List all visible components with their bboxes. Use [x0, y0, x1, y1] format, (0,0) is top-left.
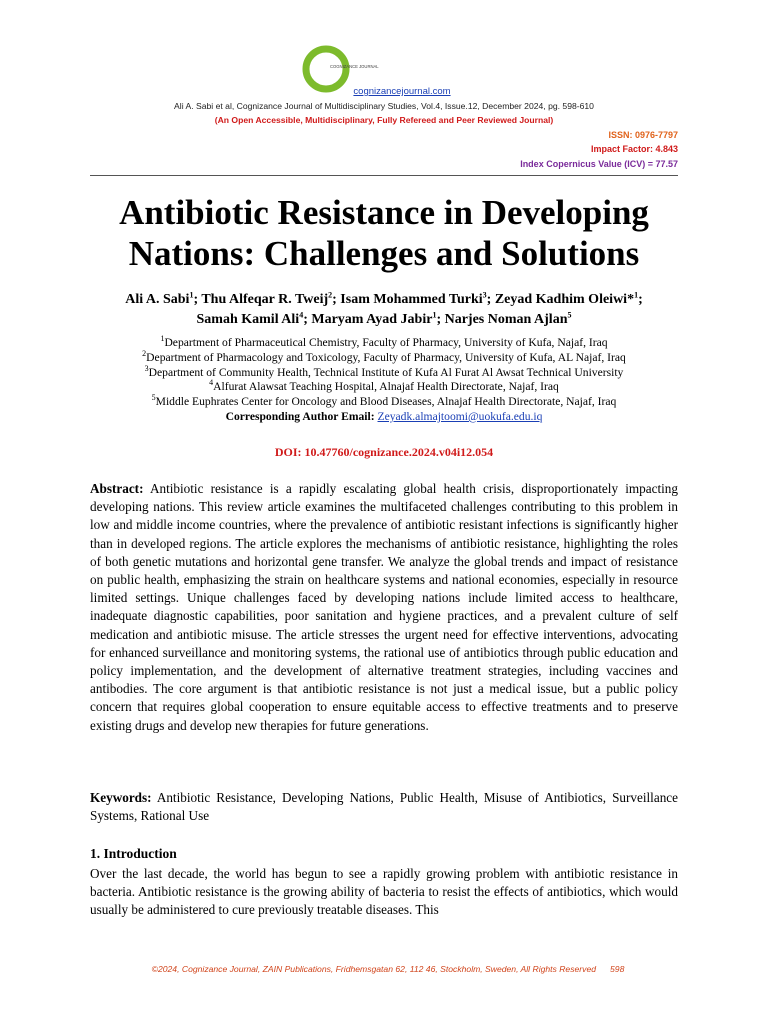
issn-label: ISSN: 0976-7797	[608, 130, 678, 140]
author-affil-sup: 4	[299, 310, 304, 320]
page-footer	[0, 964, 768, 974]
title-line-1: Antibiotic Resistance in Developing	[119, 193, 649, 232]
header-divider	[90, 175, 678, 176]
affil-text: Alfurat Alawsat Teaching Hospital, Alnajaf Health Directorate, Najaf, Iraq	[213, 380, 559, 394]
author-list	[80, 290, 688, 330]
author-name: ; Maryam Ayad Jabir	[303, 312, 433, 327]
page-number: 598	[610, 964, 625, 974]
impact-factor-label: Impact Factor: 4.843	[590, 144, 678, 154]
author-name: Ali A. Sabi	[125, 292, 190, 307]
author-affil-sup: 2	[328, 290, 333, 300]
author-affil-sup: 1	[634, 290, 639, 300]
abstract-paragraph	[90, 480, 678, 735]
affil-sup: 2	[142, 348, 147, 358]
affiliation-3	[80, 363, 688, 381]
affil-text: Department of Pharmaceutical Chemistry, Faculty of Pharmacy, University of Kufa, Najaf, Iraq	[164, 336, 608, 349]
open-access-note: (An Open Accessible, Multidisciplinary, Fully Refereed and Peer Reviewed Journal)	[214, 115, 554, 125]
author-affil-sup: 1	[189, 290, 194, 300]
title-line-2: Nations: Challenges and Solutions	[128, 234, 640, 273]
affil-text: Middle Euphrates Center for Oncology and Blood Diseases, Alnajaf Health Directorate, Najaf, Iraq	[155, 395, 617, 409]
affiliation-5	[80, 395, 688, 410]
introduction-paragraph: Over the last decade, the world has begun to see a rapidly growing problem with antibiotic resistance in bacteria. Antibiotic resistance is the growing ability of bacteria to resist the effects of antibiotics, which would usually be administered to cure previously treatable diseases. This	[90, 866, 678, 918]
doi-label: DOI: 10.47760/cognizance.2024.v04i12.054	[274, 445, 494, 459]
keywords-text: Antibiotic Resistance, Developing Nations, Public Health, Misuse of Antibiotics, Surveillance Systems, Rational Use	[90, 790, 678, 824]
keywords-label: Keywords:	[90, 790, 152, 805]
author-name: ; Zeyad Kadhim Oleiwi*	[486, 292, 635, 307]
author-affil-sup: 5	[567, 310, 572, 320]
author-name: ; Narjes Noman Ajlan	[436, 312, 568, 327]
logo-text: COGNIZANCE JOURNAL	[330, 64, 379, 69]
affiliation-4	[80, 380, 688, 395]
author-name: ; Isam Mohammed Turki	[332, 292, 483, 307]
paper-title	[80, 192, 688, 274]
affiliation-2	[80, 348, 688, 366]
affil-text: Department of Community Health, Technical Institute of Kufa Al Furat Al Awsat Technical University	[148, 365, 624, 379]
author-line-2	[80, 310, 688, 330]
author-name: Samah Kamil Ali	[196, 312, 300, 327]
affil-sup: 5	[151, 393, 156, 403]
affil-sup: 1	[160, 334, 165, 344]
corresponding-author	[80, 410, 688, 425]
author-affil-sup: 3	[482, 290, 487, 300]
author-line-1	[80, 290, 688, 310]
corresponding-label: Corresponding Author Email:	[225, 409, 375, 423]
journal-header	[0, 0, 768, 172]
keywords-paragraph	[90, 789, 678, 825]
section-heading-introduction: 1. Introduction	[90, 846, 177, 861]
affil-sup: 3	[144, 363, 149, 373]
footer-copyright: ©2024, Cognizance Journal, ZAIN Publications, Fridhemsgatan 62, 112 46, Stockholm, Sweden, All Rights Reserved	[151, 964, 597, 974]
abstract-label: Abstract:	[90, 481, 144, 496]
corresponding-email-link[interactable]: Zeyadk.almajtoomi@uokufa.edu.iq	[377, 409, 543, 423]
journal-site-link[interactable]: cognizancejournal.com	[353, 86, 451, 97]
affiliations	[80, 336, 688, 425]
author-affil-sup: 1	[432, 310, 437, 320]
affiliation-1	[80, 336, 688, 351]
author-separator: ;	[638, 292, 643, 307]
author-name: ; Thu Alfeqar R. Tweij	[193, 292, 329, 307]
abstract-text: Antibiotic resistance is a rapidly escalating global health crisis, disproportionately impacting developing nations. This review article examines the multifaceted challenges contributing to this problem in low and middle income countries, where the prevalence of antibiotic resistant infections is significantly higher than in developed regions. The article explores the mechanisms of antibiotic resistance, highlighting the roles of both genetic mutations and horizontal gene transfer. We analyze the global trends and impact of resistance on public health, emphasizing the strain on healthcare systems and national economies, especially in resource limited settings. Unique challenges faced by developing nations include limited access to healthcare, inadequate diagnostic capabilities, poor sanitation and hygiene practices, and a prevalent culture of self medication and antibiotic misuse. The article stresses the urgent need for effective interventions, advocating for enhanced surveillance and monitoring systems, the rational use of antibiotics through public education and policy implementation, and the development of alternative treatment strategies, including vaccines and antibodies. The core argument is that antibiotic resistance is not just a medical issue, but a public policy concern that requires global cooperation to ensure equitable access to effective treatments and to preserve existing drugs and develop new therapies for future generations.	[90, 481, 678, 733]
icv-label: Index Copernicus Value (ICV) = 77.57	[520, 159, 678, 169]
affil-text: Department of Pharmacology and Toxicology, Faculty of Pharmacy, University of Kufa, AL Najaf, Iraq	[146, 350, 626, 364]
affil-sup: 4	[209, 378, 214, 388]
citation-line: Ali A. Sabi et al, Cognizance Journal of Multidisciplinary Studies, Vol.4, Issue.12, December 2024, pg. 598-610	[174, 101, 594, 111]
